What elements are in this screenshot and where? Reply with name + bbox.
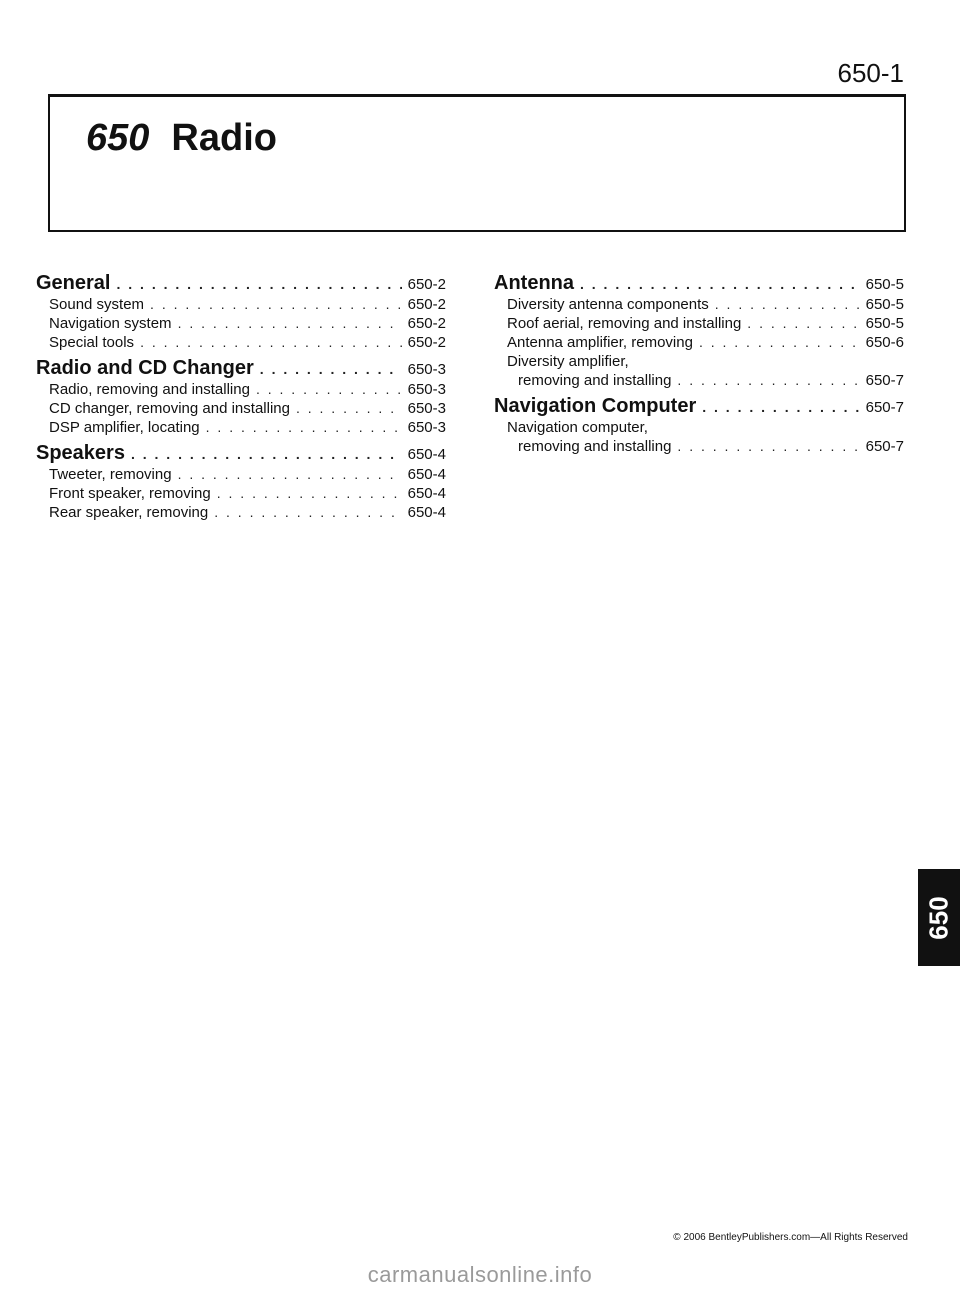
chapter-name: Radio [171,117,277,159]
thumb-tab-label: 650 [923,895,954,940]
toc-entry-page: 650-2 [407,315,446,332]
chapter-thumb-tab [918,869,960,966]
dot-leader [217,485,402,501]
toc-section-entry[interactable] [36,357,446,381]
toc-item-entry[interactable] [36,419,446,438]
toc-entry-label: DSP amplifier, locating [49,419,200,436]
toc-item-entry[interactable] [36,400,446,419]
toc-left-column [36,272,446,523]
dot-leader [178,315,402,331]
toc-entry-label: General [36,272,111,294]
toc-entry-label: Radio, removing and installing [49,381,250,398]
toc-entry-page: 650-7 [865,399,904,416]
toc-item-entry[interactable] [36,334,446,353]
toc-item-entry[interactable] [494,438,904,457]
toc-item-heading[interactable] [494,353,904,372]
dot-leader [116,276,401,292]
toc-entry-label: removing and installing [518,438,672,455]
toc-item-entry[interactable] [494,334,904,353]
toc-entry-label: Rear speaker, removing [49,504,209,521]
dot-leader [296,400,402,416]
copyright-notice: © 2006 BentleyPublishers.com—All Rights Reserved [673,1232,908,1243]
toc-entry-page: 650-2 [407,276,446,293]
toc-entry-page: 650-2 [407,296,446,313]
toc-entry-page: 650-3 [407,419,446,436]
dot-leader [214,504,401,520]
toc-entry-label: Antenna [494,272,574,294]
dot-leader [715,296,860,312]
toc-item-entry[interactable] [36,381,446,400]
dot-leader [580,276,860,292]
toc-entry-label: Speakers [36,442,125,464]
toc-item-entry[interactable] [494,315,904,334]
toc-entry-label: Special tools [49,334,135,351]
toc-entry-page: 650-4 [407,504,446,521]
toc-entry-label: Navigation system [49,315,172,332]
toc-entry-page: 650-3 [407,381,446,398]
toc-entry-page: 650-3 [407,400,446,417]
toc-entry-label: Radio and CD Changer [36,357,254,379]
chapter-number: 650 [86,117,150,159]
dot-leader [206,419,402,435]
toc-item-heading[interactable] [494,419,904,438]
toc-entry-page: 650-3 [407,361,446,378]
toc-right-column [494,272,904,457]
toc-section-entry[interactable] [36,442,446,466]
toc-item-entry[interactable] [494,296,904,315]
toc-entry-page: 650-5 [865,315,904,332]
chapter-header-box [48,94,906,232]
toc-entry-page: 650-7 [865,438,904,455]
toc-entry-page: 650-7 [865,372,904,389]
dot-leader [260,361,402,377]
dot-leader [747,315,859,331]
toc-item-entry[interactable] [36,485,446,504]
dot-leader [677,372,859,388]
toc-section-entry[interactable] [36,272,446,296]
page-number: 650-1 [837,58,904,88]
toc-section-entry[interactable] [494,272,904,296]
dot-leader [677,438,859,454]
toc-entry-label: Tweeter, removing [49,466,172,483]
toc-entry-label: Diversity antenna components [507,296,709,313]
toc-item-entry[interactable] [36,296,446,315]
toc-entry-page: 650-6 [865,334,904,351]
toc-entry-page: 650-5 [865,276,904,293]
toc-entry-page: 650-5 [865,296,904,313]
dot-leader [256,381,402,397]
toc-entry-label: Navigation computer, [507,419,648,436]
toc-entry-label: removing and installing [518,372,672,389]
chapter-title [86,117,277,160]
toc-entry-page: 650-4 [407,446,446,463]
dot-leader [699,334,860,350]
toc-item-entry[interactable] [36,315,446,334]
toc-entry-label: Diversity amplifier, [507,353,629,370]
toc-entry-label: Sound system [49,296,145,313]
toc-entry-page: 650-4 [407,466,446,483]
toc-item-entry[interactable] [494,372,904,391]
toc-entry-label: CD changer, removing and installing [49,400,290,417]
dot-leader [702,399,859,415]
dot-leader [140,334,402,350]
toc-entry-label: Roof aerial, removing and installing [507,315,742,332]
dot-leader [150,296,402,312]
toc-item-entry[interactable] [36,504,446,523]
watermark: carmanualsonline.info [367,1262,593,1287]
toc-item-entry[interactable] [36,466,446,485]
toc-entry-label: Navigation Computer [494,395,697,417]
toc-entry-label: Antenna amplifier, removing [507,334,693,351]
dot-leader [178,466,402,482]
toc-entry-label: Front speaker, removing [49,485,211,502]
toc-entry-page: 650-2 [407,334,446,351]
toc-section-entry[interactable] [494,395,904,419]
dot-leader [131,446,402,462]
toc-entry-page: 650-4 [407,485,446,502]
